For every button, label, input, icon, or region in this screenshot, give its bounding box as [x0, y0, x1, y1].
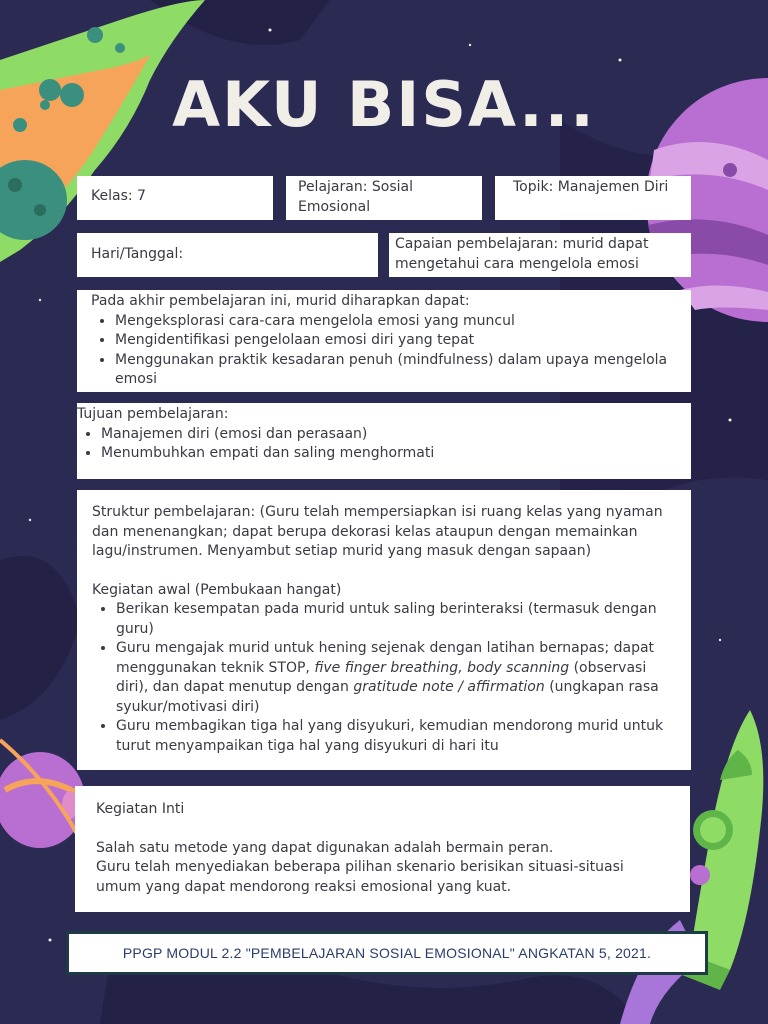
- capaian-box: [389, 233, 691, 277]
- list-item: • Guru membagikan tiga hal yang disyukuri, kemudian mendorong murid untuk turut menyampaikan tiga hal yang disyukuri di hari itu: [116, 717, 676, 756]
- kelas-text: Kelas: 7: [91, 188, 146, 204]
- kegiatan-inti-line-2: Guru telah menyediakan beberapa pilihan skenario berisikan situasi-situasi umum yang dapat mendorong reaksi emosional yang kuat.: [96, 859, 624, 895]
- list-item: • Menggunakan praktik kesadaran penuh (mindfulness) dalam upaya mengelola emosi: [115, 351, 677, 390]
- topik-text: Topik: Manajemen Diri: [513, 179, 669, 195]
- struktur-intro: Struktur pembelajaran: (Guru telah mempersiapkan isi ruang kelas yang nyaman dan menenangkan; dapat berupa dekorasi kelas ataupun dengan memainkan lagu/instrumen. Menyambut setiap murid yang masuk dengan sapaan): [92, 504, 663, 559]
- page-title: AKU BISA...: [172, 68, 596, 141]
- list-item: • Manajemen diri (emosi dan perasaan): [101, 425, 691, 445]
- learning-goals-intro: Pada akhir pembelajaran ini, murid diharapkan dapat:: [91, 293, 470, 309]
- capaian-text: Capaian pembelajaran: murid dapat mengetahui cara mengelola emosi: [395, 236, 649, 272]
- tujuan-heading: Tujuan pembelajaran:: [77, 406, 229, 422]
- learning-goals-list: [91, 312, 677, 390]
- list-item: • Guru mengajak murid untuk hening sejenak dengan latihan bernapas; dapat menggunakan teknik STOP, five finger breathing, body scanning (observasi diri), dan dapat menutup dengan gratitude note / affirmation (ungkapan rasa syukur/motivasi diri): [116, 639, 676, 717]
- kegiatan-inti-heading: Kegiatan Inti: [96, 801, 185, 817]
- kegiatan-inti-line-1: Salah satu metode yang dapat digunakan adalah bermain peran.: [96, 839, 554, 856]
- hari-tanggal-box: [77, 233, 378, 277]
- pelajaran-text: Pelajaran: Sosial Emosional: [298, 179, 413, 215]
- footer-banner: PPGP MODUL 2.2 "PEMBELAJARAN SOSIAL EMOSIONAL" ANGKATAN 5, 2021.: [66, 931, 708, 975]
- list-item: • Berikan kesempatan pada murid untuk saling berinteraksi (termasuk dengan guru): [116, 600, 676, 639]
- kegiatan-awal-list: [92, 600, 676, 756]
- pelajaran-box: [286, 176, 482, 220]
- tujuan-list: [77, 425, 691, 464]
- hari-tanggal-text: Hari/Tanggal:: [91, 246, 184, 262]
- topik-box: [495, 176, 691, 220]
- list-item: • Mengeksplorasi cara-cara mengelola emosi yang muncul: [115, 312, 677, 332]
- tujuan-box: [77, 403, 691, 479]
- list-item: • Mengidentifikasi pengelolaan emosi diri yang tepat: [115, 331, 677, 351]
- kelas-box: [77, 176, 273, 220]
- kegiatan-inti-box: [75, 786, 690, 912]
- list-item: • Menumbuhkan empati dan saling menghormati: [101, 444, 691, 464]
- kegiatan-awal-heading: Kegiatan awal (Pembukaan hangat): [92, 581, 342, 598]
- struktur-box: [77, 490, 691, 770]
- learning-goals-box: [77, 290, 691, 392]
